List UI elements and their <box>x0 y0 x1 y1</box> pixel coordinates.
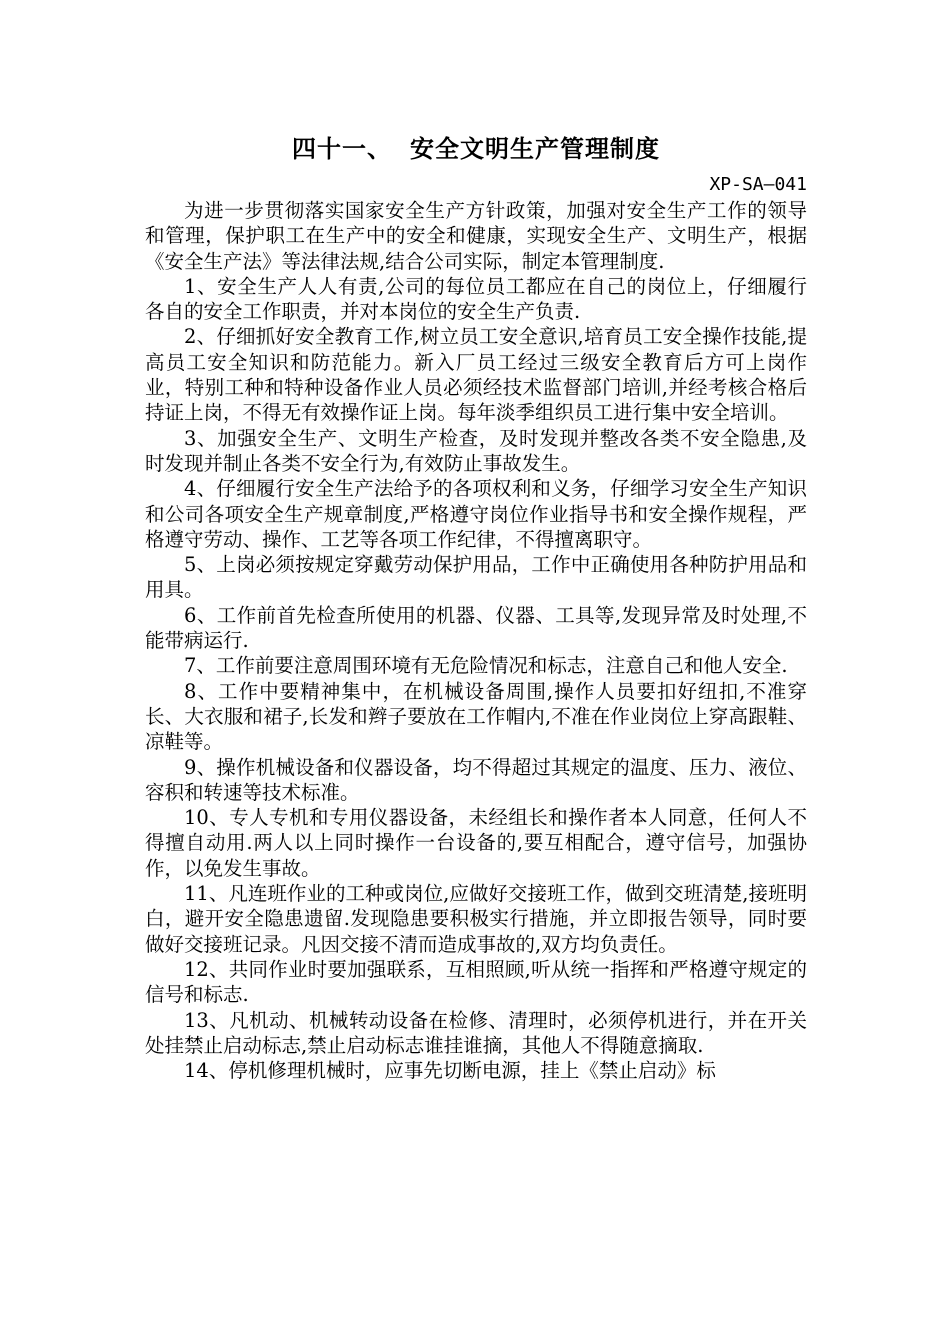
clause-13: 13、凡机动、机械转动设备在检修、清理时，必须停机进行，并在开关处挂禁止启动标志,禁止启动标志谁挂谁摘，其他人不得随意摘取. <box>145 1008 807 1057</box>
clause-14: 14、停机修理机械时，应事先切断电源，挂上《禁止启动》标 <box>184 1059 716 1083</box>
document-code: XP-SA—041 <box>709 174 807 195</box>
clause-10: 10、专人专机和专用仪器设备，未经组长和操作者本人同意，任何人不得擅自动用.两人以上同时操作一台设备的,要互相配合，遵守信号，加强协作，以免发生事故。 <box>145 806 807 880</box>
clause-3: 3、加强安全生产、文明生产检查，及时发现并整改各类不安全隐患,及时发现并制止各类不安全行为,有效防止事故发生。 <box>145 426 807 475</box>
clause-12: 12、共同作业时要加强联系，互相照顾,听从统一指挥和严格遵守规定的信号和标志. <box>145 957 807 1007</box>
clause-6: 6、工作前首先检查所使用的机器、仪器、工具等,发现异常及时处理,不能带病运行. <box>145 603 807 653</box>
document-body <box>145 198 807 1083</box>
title-number: 四十一、 <box>292 134 392 163</box>
title-text: 安全文明生产管理制度 <box>410 134 660 163</box>
intro-paragraph: 为进一步贯彻落实国家安全生产方针政策，加强对安全生产工作的领导和管理，保护职工在生产中的安全和健康，实现安全生产、文明生产，根据《安全生产法》等法律法规,结合公司实际，制定本管理制度. <box>145 199 807 273</box>
clause-5: 5、上岗必须按规定穿戴劳动保护用品，工作中正确使用各种防护用品和用具。 <box>145 553 807 602</box>
clause-4: 4、仔细履行安全生产法给予的各项权利和义务，仔细学习安全生产知识和公司各项安全生产规章制度,严格遵守岗位作业指导书和安全操作规程，严格遵守劳动、操作、工艺等各项工作纪律，不得擅离职守。 <box>145 477 807 551</box>
clause-8: 8、工作中要精神集中，在机械设备周围,操作人员要扣好纽扣,不准穿长、大衣服和裙子,长发和辫子要放在工作帽内,不准在作业岗位上穿高跟鞋、凉鞋等。 <box>145 679 807 754</box>
clause-11: 11、凡连班作业的工种或岗位,应做好交接班工作，做到交班清楚,接班明白，避开安全隐患遗留.发现隐患要积极实行措施，并立即报告领导，同时要做好交接班记录。凡因交接不清而造成事故的,双方均负责任。 <box>145 882 807 956</box>
clause-1: 1、安全生产人人有责,公司的每位员工都应在自己的岗位上，仔细履行各自的安全工作职责，并对本岗位的安全生产负责. <box>145 274 807 324</box>
clause-7: 7、工作前要注意周围环境有无危险情况和标志，注意自己和他人安全. <box>184 654 788 678</box>
clause-9: 9、操作机械设备和仪器设备，均不得超过其规定的温度、压力、液位、容积和转速等技术标准。 <box>145 755 807 804</box>
clause-2: 2、仔细抓好安全教育工作,树立员工安全意识,培育员工安全操作技能,提高员工安全知识和防范能力。新入厂员工经过三级安全教育后方可上岗作业，特别工种和特种设备作业人员必须经技术监督部门培训,并经考核合格后持证上岗，不得无有效操作证上岗。每年淡季组织员工进行集中安全培训。 <box>145 325 807 425</box>
document-page <box>145 128 807 1083</box>
page-title <box>145 128 807 170</box>
